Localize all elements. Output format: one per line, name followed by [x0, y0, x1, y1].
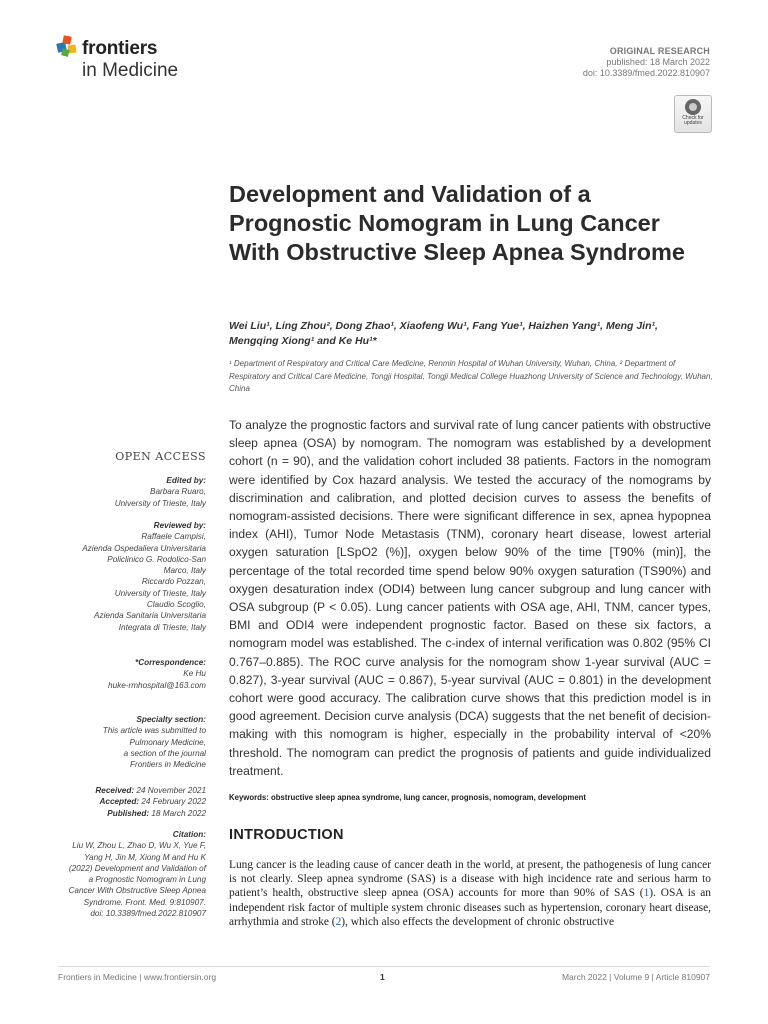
reviewer-line: Integrata di Trieste, Italy [118, 622, 206, 632]
affiliations: ¹ Department of Respiratory and Critical Care Medicine, Renmin Hospital of Wuhan University, Wuhan, China, ² Department of Respiratory and Critical Care Medicine, Tongji Hospital, Tongji Medical College Huazhong University of Science and Technology, Wuhan, China [229, 359, 713, 393]
citation-line: (2022) Development and Validation of [68, 863, 206, 873]
correspondence-label: *Correspondence: [135, 658, 206, 667]
reviewer-line: Azienda Sanitaria Universitaria [94, 611, 206, 621]
correspondence-block [40, 657, 206, 691]
journal-logo[interactable] [56, 34, 196, 84]
footer-journal-link[interactable]: Frontiers in Medicine | www.frontiersin.org [58, 972, 217, 982]
citation-link[interactable]: 1 [643, 887, 650, 900]
editor-line: Barbara Ruaro, [150, 487, 206, 497]
specialty-line: Pulmonary Medicine, [129, 737, 206, 747]
frontiers-logo-icon [56, 34, 80, 58]
reviewed-by-block [40, 520, 206, 633]
citation-label: Citation: [172, 830, 206, 839]
reviewer-line: Riccardo Pozzan, [141, 577, 206, 587]
published-date-side: Published: 18 March 2022 [107, 808, 206, 818]
author-list [229, 319, 715, 349]
citation-line: Liu W, Zhou L, Zhao D, Wu X, Yue F, [72, 841, 206, 851]
footer-volume-info: March 2022 | Volume 9 | Article 810907 [561, 972, 710, 982]
article-type: ORIGINAL RESEARCH [609, 46, 710, 56]
reviewer-line: Marco, Italy [163, 566, 206, 576]
citation-line: Syndrome. Front. Med. 9:810907. [83, 897, 206, 907]
specialty-line: This article was submitted to [102, 726, 206, 736]
citation-link[interactable]: 2 [335, 915, 342, 928]
citation-block [40, 829, 206, 919]
edited-by-label: Edited by: [166, 476, 206, 485]
citation-doi[interactable]: doi: 10.3389/fmed.2022.810907 [90, 909, 206, 919]
dates-block [40, 785, 206, 819]
open-access-label: OPEN ACCESS [115, 450, 206, 463]
badge-label-2: updates [684, 120, 702, 126]
check-updates-icon [685, 99, 701, 115]
edited-by-block [40, 475, 206, 509]
specialty-block [40, 714, 206, 770]
section-heading-introduction: INTRODUCTION [229, 827, 344, 843]
editor-line: University of Trieste, Italy [114, 498, 206, 508]
introduction-paragraph: Lung cancer is the leading cause of cancer death in the world, at present, the pathogenesis of lung cancer is not clearly. Sleep apnea syndrome (SAS) is a disease with high incidence rate and serious harm to patient’s health, obstructive sleep apnea (OSA) accounts for more than 90% of SAS (1). OSA is an independent risk factor of multiple system chronic diseases such as hypertension, coronary heart disease, arrhythmia and stroke (2), which also effects the development of chronic obstructive [229, 859, 711, 928]
specialty-line: Frontiers in Medicine [130, 760, 206, 770]
page-number: 1 [380, 972, 385, 982]
reviewer-line: Raffaele Campisi, [141, 532, 206, 542]
doi-link[interactable]: doi: 10.3389/fmed.2022.810907 [582, 68, 710, 78]
footer-divider [58, 966, 710, 967]
citation-line: Yang H, Jin M, Xiong M and Hu K [84, 852, 206, 862]
authors-line-2: Mengqing Xiong¹ and Ke Hu¹* [229, 335, 377, 347]
citation-line: a Prognostic Nomogram in Lung [88, 875, 206, 885]
reviewer-line: Policlinico G. Rodolico-San [107, 554, 206, 564]
reviewer-line: University of Trieste, Italy [114, 588, 206, 598]
article-meta [583, 46, 710, 79]
keywords: Keywords: obstructive sleep apnea syndrome, lung cancer, prognosis, nomogram, development [229, 793, 587, 802]
check-for-updates-badge[interactable] [674, 95, 712, 133]
badge-label-1: Check for [682, 115, 704, 121]
accepted-date: Accepted: 24 February 2022 [99, 797, 206, 807]
citation-line: Cancer With Obstructive Sleep Apnea [68, 886, 206, 896]
reviewed-by-label: Reviewed by: [153, 521, 206, 530]
reviewer-line: Azienda Ospedaliera Universitaria [82, 543, 206, 553]
logo-journal: in Medicine [82, 60, 179, 81]
article-title: Development and Validation of a Prognostic Nomogram in Lung Cancer With Obstructive Sleep Apnea Syndrome [229, 181, 685, 265]
correspondence-name: Ke Hu [183, 669, 206, 679]
abstract: To analyze the prognostic factors and survival rate of lung cancer patients with obstructive sleep apnea (OSA) by nomogram. The nomogram was established by a development cohort (n = 90), and the validation cohort included 38 patients. Factors in the nomogram were identified by Cox hazard analysis. We tested the accuracy of the nomograms by discrimination and calibration, and plotted decision curves to assess the benefits of nomogram-assisted decisions. There were significant difference in sex, apnea hypopnea index (AHI), Tumor Node Metastasis (TNM), coronary heart disease, lowest arterial oxygen saturation [LSpO2 (%)], oxygen below 90% of the time [T90% (min)], the percentage of the total recorded time spend below 90% oxygen saturation (TS90%) and oxygen desaturation index (ODI4) between lung cancer subgroup and lung cancer with OSA subgroup (P < 0.05). Lung cancer patients with OSA age, AHI, TNM, cancer types, BMI and ODI4 were independent prognostic factor. Based on these six factors, a nomogram model was established. The c-index of internal verification was 0.802 (95% CI 0.767–0.885). The ROC curve analysis for the nomogram show 1-year survival (AUC = 0.827), 3-year survival (AUC = 0.867), 5-year survival (AUC = 0.801) in the development cohort were good accuracy. The calibration curve shows that this prediction model is in good agreement. Decision curve analysis (DCA) suggests that the net benefit of decision-making with this nomogram is higher, especially in the probability interval of <20% threshold. The nomogram can predict the prognosis of patients and guide individualized treatment. [229, 418, 711, 778]
logo-brand: frontiers [82, 38, 158, 59]
specialty-label: Specialty section: [136, 715, 206, 724]
published-date: published: 18 March 2022 [606, 57, 710, 67]
correspondence-email[interactable]: huke-rmhospital@163.com [108, 680, 206, 690]
authors-line-1: Wei Liu¹, Ling Zhou², Dong Zhao¹, Xiaofeng Wu¹, Fang Yue¹, Haizhen Yang¹, Meng Jin¹, [229, 320, 658, 332]
specialty-line: a section of the journal [123, 748, 206, 758]
reviewer-line: Claudio Scoglio, [146, 600, 206, 610]
received-date: Received: 24 November 2021 [95, 786, 206, 795]
